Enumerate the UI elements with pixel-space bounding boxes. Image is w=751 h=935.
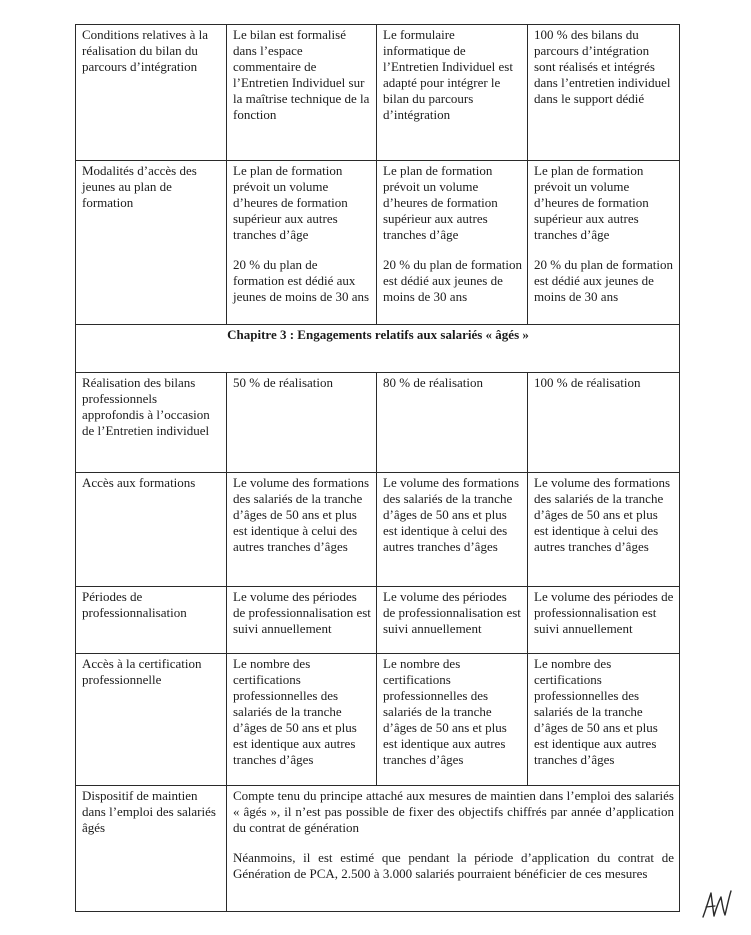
row-label: Modalités d’accès des jeunes au plan de formation [76, 161, 227, 325]
table-row [76, 161, 680, 325]
signature-initials [700, 887, 734, 923]
table-cell: 100 % de réalisation [528, 373, 680, 473]
table-cell: Le nombre des certifications professionnelles des salariés de la tranche d’âges de 50 ans et plus est identique aux autres tranches d’âges [377, 654, 528, 786]
cell-paragraph: Le plan de formation prévoit un volume d’heures de formation supérieur aux autres tranches d’âge [534, 163, 649, 242]
table-cell: Le nombre des certifications professionnelles des salariés de la tranche d’âges de 50 ans et plus est identique aux autres tranches d’âges [528, 654, 680, 786]
table-cell: Le volume des formations des salariés de la tranche d’âges de 50 ans et plus est identique à celui des autres tranches d’âges [377, 473, 528, 587]
cell-paragraph: Le plan de formation prévoit un volume d’heures de formation supérieur aux autres tranches d’âge [383, 163, 498, 242]
table-cell: 80 % de réalisation [377, 373, 528, 473]
table-cell: Le volume des périodes de professionnalisation est suivi annuellement [377, 587, 528, 654]
row-label: Accès aux formations [76, 473, 227, 587]
table-cell: 100 % des bilans du parcours d’intégration sont réalisés et intégrés dans l’entretien individuel dans le support dédié [528, 25, 680, 161]
row-label: Dispositif de maintien dans l’emploi des salariés âgés [76, 786, 227, 912]
table-row [76, 373, 680, 473]
chapter-title: Chapitre 3 : Engagements relatifs aux salariés « âgés » [76, 325, 680, 373]
table-cell: Le formulaire informatique de l’Entretien Individuel est adapté pour intégrer le bilan du parcours d’intégration [377, 25, 528, 161]
table-row [76, 587, 680, 654]
merged-cell [227, 786, 680, 912]
table-row [76, 25, 680, 161]
chapter-row [76, 325, 680, 373]
cell-paragraph: 20 % du plan de formation est dédié aux jeunes de moins de 30 ans [383, 257, 522, 304]
cell-paragraph: 20 % du plan de formation est dédié aux jeunes de moins de 30 ans [233, 257, 370, 304]
row-label: Périodes de professionnalisation [76, 587, 227, 654]
table-cell: Le volume des formations des salariés de la tranche d’âges de 50 ans et plus est identique à celui des autres tranches d’âges [227, 473, 377, 587]
cell-paragraph: Le plan de formation prévoit un volume d’heures de formation supérieur aux autres tranches d’âge [233, 163, 348, 242]
table-cell: Le volume des formations des salariés de la tranche d’âges de 50 ans et plus est identique à celui des autres tranches d’âges [528, 473, 680, 587]
row-label: Accès à la certification professionnelle [76, 654, 227, 786]
table-cell [528, 161, 680, 325]
commitments-table [75, 24, 680, 912]
table-cell: Le volume des périodes de professionnalisation est suivi annuellement [528, 587, 680, 654]
table-row [76, 473, 680, 587]
table-cell: Le bilan est formalisé dans l’espace commentaire de l’Entretien Individuel sur la maîtrise technique de la fonction [227, 25, 377, 161]
cell-paragraph: Néanmoins, il est estimé que pendant la période d’application du contrat de Génération de PCA, 2.500 à 3.000 salariés pourraient bénéficier de ces mesures [233, 850, 674, 881]
table-row [76, 786, 680, 912]
table-cell: Le volume des périodes de professionnalisation est suivi annuellement [227, 587, 377, 654]
row-label: Réalisation des bilans professionnels approfondis à l’occasion de l’Entretien individuel [76, 373, 227, 473]
table-cell: Le nombre des certifications professionnelles des salariés de la tranche d’âges de 50 ans et plus est identique aux autres tranches d’âges [227, 654, 377, 786]
table-row [76, 654, 680, 786]
table-cell [377, 161, 528, 325]
row-label: Conditions relatives à la réalisation du bilan du parcours d’intégration [76, 25, 227, 161]
cell-paragraph: 20 % du plan de formation est dédié aux jeunes de moins de 30 ans [534, 257, 673, 304]
cell-paragraph: Compte tenu du principe attaché aux mesures de maintien dans l’emploi des salariés « âgés », il n’est pas possible de fixer des objectifs chiffrés par année d’application du contrat de génération [233, 788, 674, 835]
table-cell: 50 % de réalisation [227, 373, 377, 473]
table-cell [227, 161, 377, 325]
